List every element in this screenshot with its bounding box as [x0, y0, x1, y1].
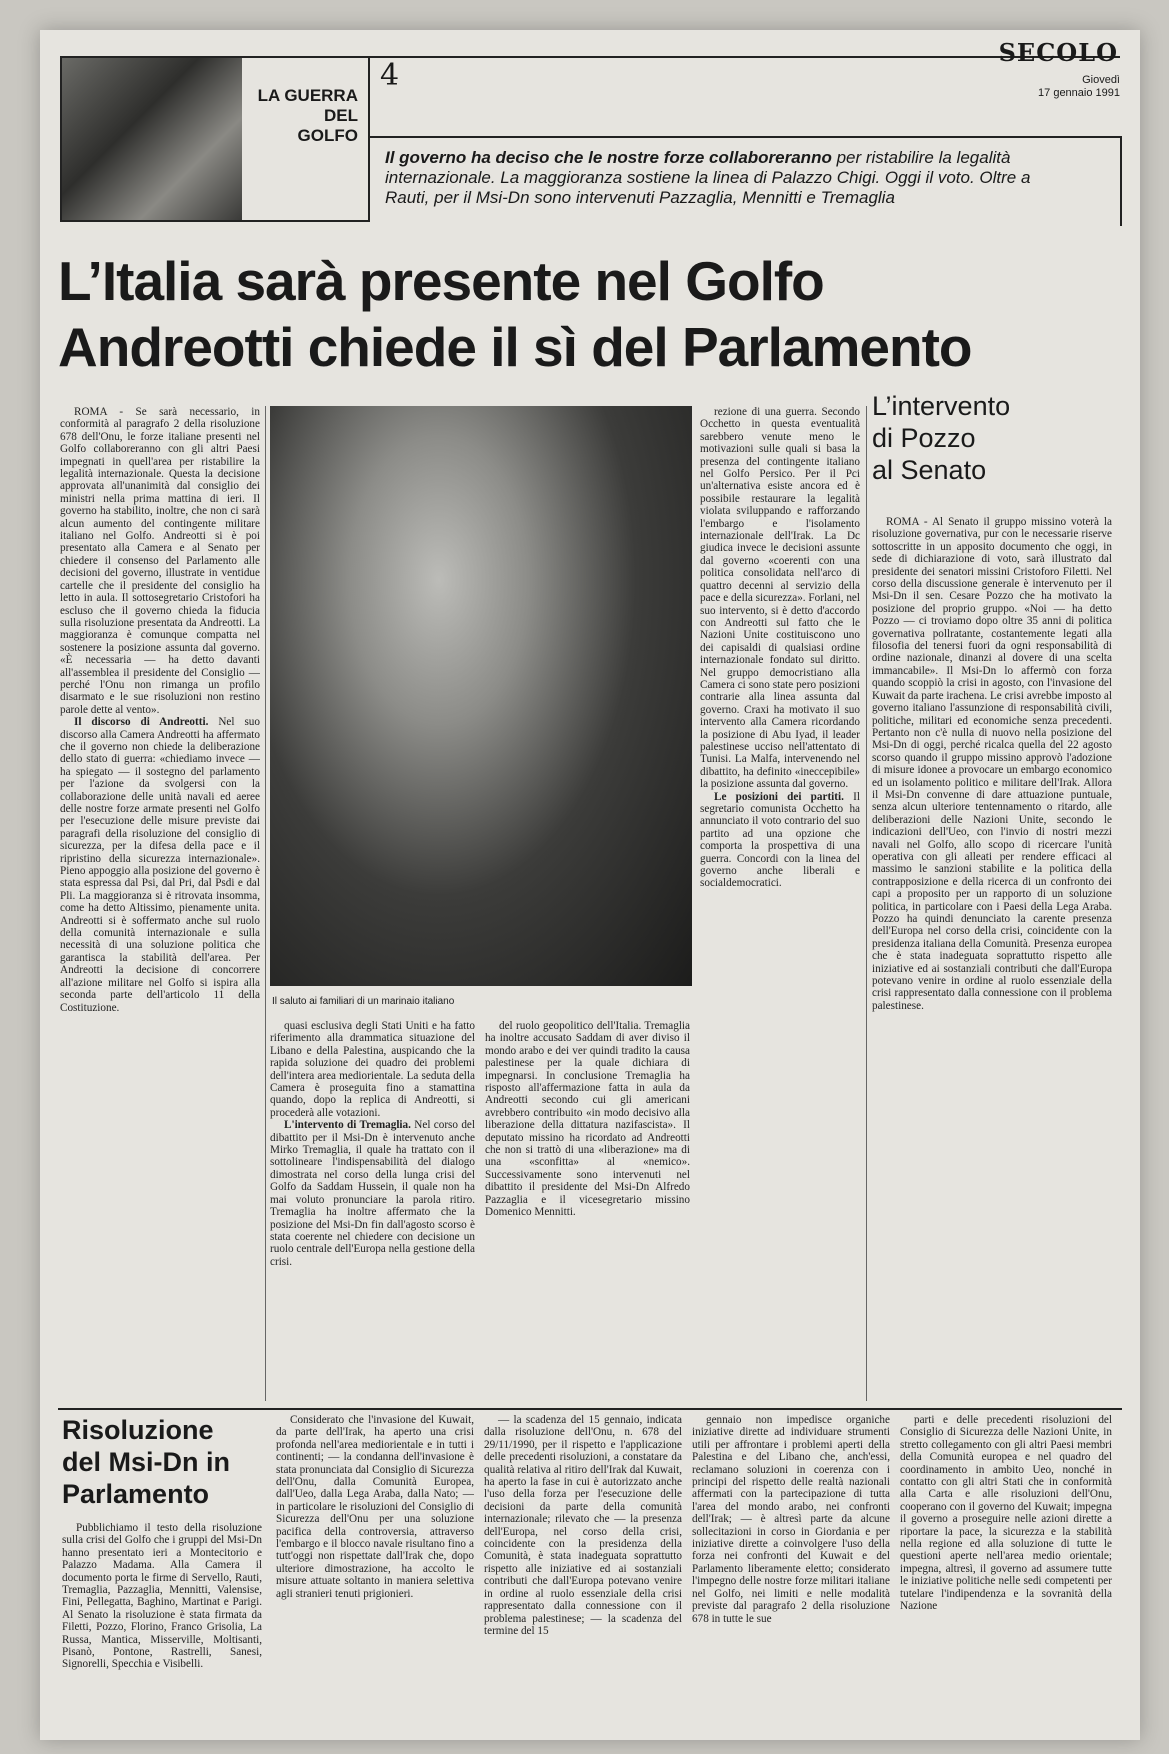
sidebar-title: L’intervento di Pozzo al Senato	[872, 391, 1011, 485]
headline	[58, 248, 1118, 380]
section-header	[60, 56, 370, 222]
resolution-col-3	[484, 1414, 682, 1712]
article-col-3	[700, 406, 860, 1401]
kicker-rest: per ristabilire la legalità internazionale. La maggioranza sostiene la linea di Palazzo Chigi. Oggi il voto. Oltre a Rauti, per il Msi-Dn sono intervenuti Pazzaglia, Mennitti e Tremaglia	[385, 148, 1031, 207]
headline-line1: L’Italia sarà presente nel Golfo	[58, 250, 824, 312]
sailor-photo	[270, 406, 692, 986]
section-rule	[58, 1408, 1122, 1410]
article-col2-subhead: L'intervento di Tremaglia.	[284, 1119, 411, 1132]
resolution-col-1	[62, 1522, 262, 1712]
article-col3-text: rezione di una guerra. Secondo Occhetto in questa eventualità sarebbero venute meno le motivazioni sulle quali si basa la presenza del contingente italiano nel Golfo Persico. Per il Pci un'alternativa esiste ancora ed è possibile restaurare la legalità violata sviluppando e rafforzando l'embargo e l'isolamento internazionale dell'Irak. La Dc giudica invece le decisioni assunte dal governo «coerenti con una politica consolidata nell'arco di quattro decenni al servizio della pace e della sicurezza». Forlani, nel suo intervento, si è detto d'accordo con Andreotti sul fatto che le Nazioni Unite costituiscono uno dei capisaldi di qualsiasi ordine internazionale fondato sul diritto. Nel gruppo democristiano alla Camera ci sono state pero posizioni contrarie alla linea assunta dal governo. Craxi ha motivato il suo intervento alla Camera ricordando la posizione di Abu Iyad, il leader palestinese ucciso nell'attentato di Tunisi. La Malfa, intervenendo nel dibattito, ha definito «ineccepibile» la posizione assunta dal governo.	[700, 406, 860, 791]
article-col1-subhead: Il discorso di Andreotti.	[74, 716, 209, 729]
article-col2b-text: Nel corso del dibattito per il Msi-Dn è intervenuto anche Mirko Tremaglia, il quale ha trattato con il sottolineare l'indispensabilità del dialogo dimostrata nel corso della lunga crisi del Golfo da Saddam Hussein, il quale non ha mai voluto pronunciare la parola ritiro. Tremaglia ha inoltre affermato che la posizione del Msi-Dn fin dall'agosto scorso è stata coerente nel chiedere con decisione un ruolo centrale dell'Europa nella gestione della crisi.	[270, 1119, 475, 1268]
article-col3-subhead: Le posizioni dei partiti.	[714, 790, 844, 803]
sidebar-text	[872, 516, 1112, 1401]
masthead: SECOLO	[998, 38, 1118, 67]
resolution-col4-text: gennaio non impedisce organiche iniziative dirette ad individuare strumenti utili per affrontare i problemi aperti della Palestina e del Libano che, anch'essi, reclamano soluzioni in coerenza con i principi del rispetto delle realtà nazionali affermati con la partecipazione di tutta l'area del mondo arabo, nei confronti dell'Irak; — è altresì parte da alcune sollecitazioni in corso in Giordania e per iniziative dirette a coinvolgere l'uso della forza nei confronti del Kuwait e del Parlamento liberamente eletto; considerato l'impegno delle nostre forze militari italiane nel Golfo, nei limiti e nelle modalità previste dal paragrafo 2 della risoluzione 678 in tutte le sue	[692, 1414, 890, 1625]
newspaper-page	[40, 30, 1140, 1740]
article-col-2	[270, 1020, 475, 1400]
sidebar-body: ROMA - Al Senato il gruppo missino voterà la risoluzione governativa, pur con le necessarie riserve sottoscritte in un apposito documento che oggi, in sede di dichiarazione di voto, sarà illustrato dal presidente dei senatori missini Cristoforo Filetti. Nel corso della discussione generale è intervenuto per il Msi-Dn il sen. Cesare Pozzo che ha motivato la posizione del proprio gruppo. «Noi — ha detto Pozzo — ci troviamo dopo oltre 35 anni di politica governativa pollratante, costantemente legati alla filosofia del tenersi fuori da ogni responsabilità di ordine nazionale, dinanzi al dovere di una scelta immancabile». Il Msi-Dn lo affermò con forza quando scoppiò la crisi in agosto, con l'invasione del Kuwait da parte irachena. Le crisi avrebbe imposto al governo italiano l'assunzione di responsabilità civili, politiche, militari ed economiche senza precedenti. Pertanto non c'è nulla di nuovo nella posizione del Msi-Dn di oggi, perché ricalca quella del 22 agosto scorso quando il gruppo missino approvò l'adozione di misure idonee a provocare un embargo economico ed un isolamento politico e militare dell'Irak. Allora il Msi-Dn convenne di dare attuazione puntuale, senza alcun ulteriore tentennamento o ritardo, alle deliberazioni delle Nazioni Unite, secondo le indicazioni dell'Ueo, con l'invio di nostri mezzi navali nel Golfo, allo scopo di ricercare l'unità operativa con gli alleati per rendere efficaci al massimo le sanzioni stabilite e la politica della contrapposizione e della ricerca di un confronto dei capi a proposito per un rapporto di un soluzione politica, in particolare con i Paesi della Lega Araba. Pozzo ha quindi denunciato la carente presenza dell'Europa nel corso della crisi, coincidente con la presidenza italiana della Comunità. Presenza europea che è stata inadeguata soprattutto rispetto alle iniziative ed ai sostanziali contributi che dall'Europa potevano venire in ordine al ruolo essenziale della crisi rappresentato dalla connessione con il problema palestinese.	[872, 516, 1112, 1012]
article-col2-text: quasi esclusiva degli Stati Uniti e ha fatto riferimento alla drammatica situazione del Libano e della Palestina, auspicando che la rapida soluzione dei quadro dei problemi dell'intera area mediorientale. La seduta della Camera è proseguita fino a stamattina quando, dopo la replica di Andreotti, si procederà alle votazioni.	[270, 1020, 475, 1119]
article-col-1	[60, 406, 260, 1401]
photo-caption: Il saluto ai familiari di un marinaio italiano	[272, 996, 455, 1007]
column-rule	[265, 406, 266, 1401]
kicker	[385, 148, 1045, 208]
column-rule	[866, 406, 867, 1401]
kicker-bold: Il governo ha deciso che le nostre forze collaboreranno	[385, 148, 832, 167]
article-col3b-text: Il segretario comunista Occhetto ha annunciato il voto contrario del suo partito ad una opzione che comporta la prospettiva di una guerra. Concordi con la linea del governo anche liberali e socialdemocratici.	[700, 790, 860, 890]
soldier-photo	[62, 58, 242, 220]
section-label: LA GUERRA DEL GOLFO	[257, 86, 358, 145]
article-col-2c	[485, 1020, 690, 1400]
headline-line2: Andreotti chiede il sì del Parlamento	[58, 316, 972, 378]
resolution-col-4	[692, 1414, 890, 1712]
resolution-col5-text: parti e delle precedenti risoluzioni del Consiglio di Sicurezza delle Nazioni Unite, in stretto collegamento con gli altri Paesi membri della Comunità europea e nel quadro del coordinamento in ambito Ueo, nonché in contatto con gli altri Stati che in conformità alla Carta e alle risoluzioni dell'Onu, cooperano con il governo del Kuwait; impegna il governo a proseguire nelle azioni dirette a riportare la pace, la sicurezza e la stabilità nella regione ed alla soluzione di tutte le questioni aperte nell'area medio orientale; impegna, altresì, il governo ad assumere tutte le iniziative politiche nelle sedi competenti per tutelare l'indipendenza e la sovranità della Nazione	[900, 1414, 1112, 1613]
page-number: 4	[380, 58, 400, 93]
resolution-col1-text: Pubblichiamo il testo della risoluzione sulla crisi del Golfo che i gruppi del Msi-Dn hanno presentato ieri a Montecitorio e Palazzo Madama. Alla Camera il documento porta le firme di Servello, Rauti, Tremaglia, Pazzaglia, Mennitti, Valensise, Fini, Pellegatta, Baghino, Martinat e Parigi. Al Senato la risoluzione è stata firmata da Filetti, Pozzo, Florino, Franco Grisolia, La Russa, Mantica, Misserville, Moltisanti, Pisanò, Pontone, Rastrelli, Sanesi, Signorelli, Specchia e Visibelli.	[62, 1522, 262, 1671]
resolution-col2-text: Considerato che l'invasione del Kuwait, da parte dell'Irak, ha aperto una crisi profonda nell'area mediorientale e in tutti i continenti; — la condanna dell'invasione è stata pronunciata dal Consiglio di Sicurezza dell'Onu, dalla Comunità Europea, dall'Ueo, dalla Lega Araba, dalla Nato; — in particolare le risoluzioni del Consiglio di Sicurezza dell'Onu per una soluzione pacifica della controversia, attraverso l'embargo e il blocco navale risultano fino a tutt'oggi non rispettate dall'Irak che, dopo ulteriore dimostrazione, ha accolto le misure attuate soltanto in maniera selettiva agli stranieri tenuti prigionieri.	[276, 1414, 474, 1600]
article-col2c-text: del ruolo geopolitico dell'Italia. Tremaglia ha inoltre accusato Saddam di aver diviso il mondo arabo e dei ver quindi tradito la causa palestinese per la quale dichiara di impegnarsi. In conclusione Tremaglia ha risposto all'affermazione fatta in aula da Andreotti secondo cui gli americani avrebbero contribuito «in modo decisivo alla liberazione della dittatura nazifascista». Il deputato missino ha ricordato ad Andreotti che non si trattò di una «liberazione» ma di una «sconfitta» al «nemico». Successivamente sono intervenuti nel dibattito il presidente del Msi-Dn Alfredo Pazzaglia e il vicesegretario missino Domenico Mennitti.	[485, 1020, 690, 1219]
article-col1b-text: Nel suo discorso alla Camera Andreotti ha affermato che il governo non chiede la deliberazione dello stato di guerra: «chiediamo invece — ha spiegato — il sostegno del parlamento per l'azione da svolgersi con la collaborazione delle unità navali ed aeree delle nostre forze armate presenti nel Golfo per l'esecuzione delle misure previste dai paragrafi della risoluzione del consiglio di sicurezza, per la difesa della pace e il ripristino della sicurezza internazionale». Pieno appoggio alla posizione del governo è stata espressa dal Psi, dal Pri, dal Psdi e dal Pli. La maggioranza si è ritrovata insomma, come ha detto Altissimo, pienamente unita. Andreotti si è soffermato anche sul ruolo della comunità internazionale e sulla necessità di una soluzione politica che garantisca la stabilità dell'area. Per Andreotti la decisione di concorrere all'azione militare nel Golfo si ispira alla seconda parte dell'articolo 11 della Costituzione.	[60, 716, 260, 1014]
article-col1-text: ROMA - Se sarà necessario, in conformità al paragrafo 2 della risoluzione 678 dell'Onu, le forze italiane presenti nel Golfo collaboreranno con gli altri Paesi impegnati in quell'area per ristabilire la legalità internazionale. Questa la decisione approvata all'unanimità dal consiglio dei ministri nella prima mattina di ieri. Il governo ha stabilito, inoltre, che non ci sarà alcun aumento del contingente militare italiano nel Golfo. Andreotti si è poi presentato alla Camera e al Senato per chiedere il consenso del Parlamento alle decisioni del governo, illustrate in ventidue cartelle che il presidente del consiglio ha letto in aula. Il sottosegretario Cristofori ha escluso che il governo chieda la fiducia sulla risoluzione presentata da Andreotti. La maggioranza è comunque compatta nel sostenere la posizione assunta dal governo. «È necessaria — ha detto davanti all'assemblea il presidente del Consiglio — perché l'Onu non rimanga un profilo disarmato e le sue risoluzioni non restino parole dette al vento».	[60, 406, 260, 716]
resolution-col-2	[276, 1414, 474, 1712]
resolution-col3-text: — la scadenza del 15 gennaio, indicata dalla risoluzione dell'Onu, n. 678 del 29/11/1990, per il rispetto e l'applicazione delle precedenti risoluzioni, a constatare da qualità relativa al ritiro dell'Irak dal Kuwait, ha aperto la fase in cui è autorizzato anche l'uso della forza per l'esecuzione delle decisioni da parte della comunità internazionale; rilevato che — la presenza dell'Europa, nel corso della crisi, coincidente con la presidenza della Comunità, è stata inadeguata soprattutto rispetto alle iniziative ed ai sostanziali contributi che dall'Europa potevano venire in ordine al ruolo essenziale della crisi rappresentato dalla connessione con il problema palestinese; — la scadenza del termine del 15	[484, 1414, 682, 1637]
masthead-date: Giovedì 17 gennaio 1991	[1038, 74, 1120, 99]
resolution-col-5	[900, 1414, 1112, 1712]
resolution-title: Risoluzione del Msi-Dn in Parlamento	[62, 1415, 230, 1509]
